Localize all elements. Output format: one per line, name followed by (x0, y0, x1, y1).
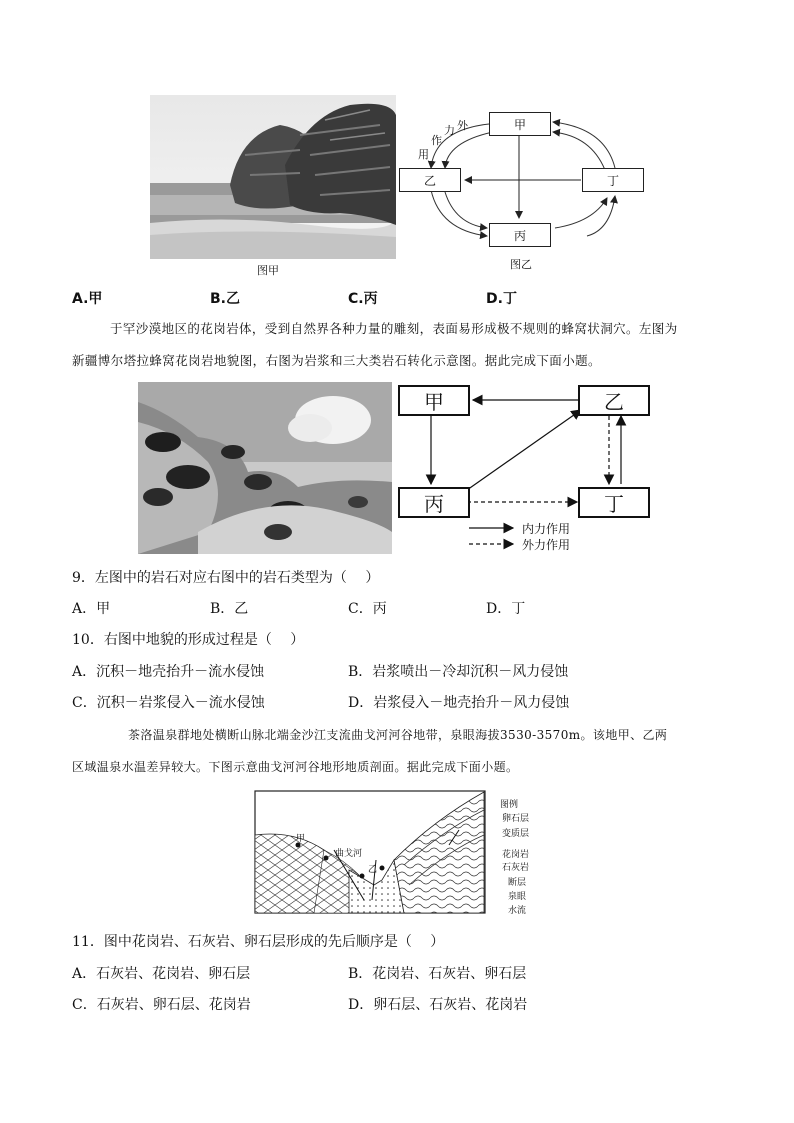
arrow-label-char: 用 (418, 148, 429, 161)
fig3-legend-item: 变质层 (502, 829, 530, 839)
q10-option-a: A．沉积－地壳抬升－流水侵蚀 (72, 664, 265, 680)
fig3-legend-title: 图例 (500, 800, 519, 810)
q9-stem: 9．左图中的岩石对应右图中的岩石类型为（ ） (72, 570, 380, 586)
q8-option-d: D.丁 (486, 291, 517, 307)
q10-option-b: B．岩浆喷出－冷却沉积－风力侵蚀 (348, 664, 569, 680)
diagram2-box-ding: 丁 (578, 487, 650, 518)
figure-caption-left: 图甲 (257, 264, 279, 277)
arrow-label-char: 力 (444, 124, 455, 137)
q9-option-b: B．乙 (210, 601, 249, 617)
q11-option-c: C．石灰岩、卵石层、花岗岩 (72, 997, 251, 1013)
fig3-label-yi: 乙 (368, 865, 378, 875)
fig3-label-river: 曲戈河 (335, 849, 363, 859)
q8-option-c: C.丙 (348, 291, 378, 307)
q9-option-d: D．丁 (486, 601, 526, 617)
fig3-legend-item: 卵石层 (502, 814, 530, 824)
q11-option-b: B．花岗岩、石灰岩、卵石层 (348, 966, 527, 982)
diagram2-box-yi: 乙 (578, 385, 650, 416)
passage1-line2: 新疆博尔塔拉蜂窝花岗岩地貌图，右图为岩浆和三大类岩石转化示意图。据此完成下面小题。 (72, 353, 601, 368)
fig3-legend-item: 断层 (508, 878, 527, 888)
q11-option-a: A．石灰岩、花岗岩、卵石层 (72, 966, 251, 982)
diagram2-box-jia: 甲 (398, 385, 470, 416)
legend-outer-force: 外力作用 (522, 538, 571, 552)
fig3-legend-item: 泉眼 (508, 892, 527, 902)
q8-option-b: B.乙 (210, 291, 240, 307)
coastal-rock-photo (150, 95, 396, 259)
q10-stem: 10．右图中地貌的形成过程是（ ） (72, 632, 305, 648)
q10-option-c: C．沉积－岩浆侵入－流水侵蚀 (72, 695, 265, 711)
q10-option-d: D．岩浆侵入－地壳抬升－风力侵蚀 (348, 695, 570, 711)
arrow-label-char: 外 (457, 119, 468, 132)
figure-caption-right: 图乙 (510, 258, 532, 271)
passage2-line1: 茶洛温泉群地处横断山脉北端金沙江支流曲戈河河谷地带，泉眼海拔3530-3570m。该地甲、乙两 (128, 728, 668, 742)
diagram1-box-bing: 丙 (489, 223, 551, 247)
diagram1-box-jia: 甲 (489, 112, 551, 136)
fig3-legend-item: 水流 (508, 906, 527, 916)
fig3-label-jia: 甲 (296, 834, 306, 844)
diagram1-box-yi: 乙 (399, 168, 461, 192)
q11-stem: 11．图中花岗岩、石灰岩、卵石层形成的先后顺序是（ ） (72, 934, 445, 950)
legend-inner-force: 内力作用 (522, 522, 571, 536)
q9-option-a: A．甲 (72, 601, 111, 617)
q8-option-a: A.甲 (72, 291, 103, 307)
diagram2-box-bing: 丙 (398, 487, 470, 518)
arrow-label-char: 作 (431, 134, 442, 147)
passage2-line2: 区域温泉水温差异较大。下图示意曲戈河河谷地形地质剖面。据此完成下面小题。 (72, 760, 519, 774)
honeycomb-granite-photo (138, 382, 392, 554)
fig3-legend-item: 花岗岩 (502, 850, 530, 860)
passage1-line1: 于罕沙漠地区的花岗岩体，受到自然界各种力量的雕刻，表面易形成极不规则的蜂窝状洞穴。左图为 (110, 321, 678, 336)
q11-option-d: D．卵石层、石灰岩、花岗岩 (348, 997, 528, 1013)
diagram1-box-ding: 丁 (582, 168, 644, 192)
fig3-legend-item: 石灰岩 (502, 863, 530, 873)
q9-option-c: C．丙 (348, 601, 387, 617)
